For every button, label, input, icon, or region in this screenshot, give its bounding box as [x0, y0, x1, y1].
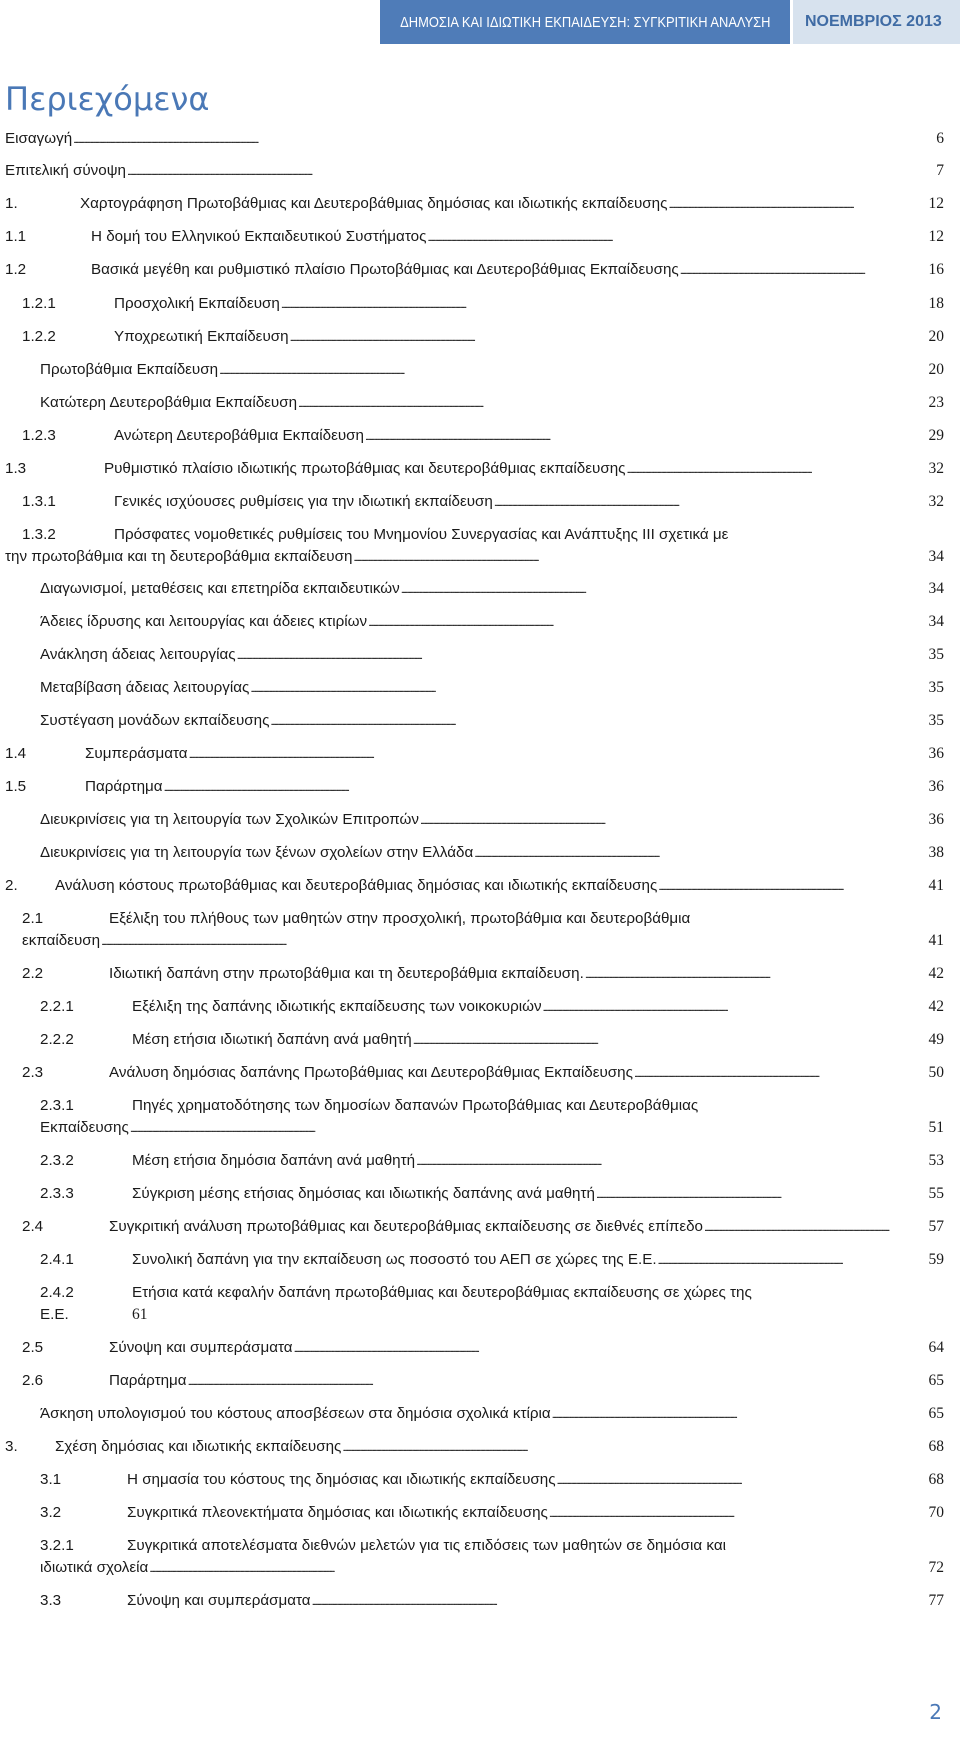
toc-entry-page: 12 — [928, 195, 944, 212]
toc-dot-leader — [189, 743, 928, 766]
toc-entry-title: Χαρτογράφηση Πρωτοβάθμιας και Δευτεροβάθμιας δημόσιας και ιδιωτικής εκπαίδευσης — [80, 195, 668, 212]
toc-entry-number: 3.1 — [40, 1471, 62, 1488]
toc-entry-title: Εισαγωγή — [5, 130, 73, 147]
toc-entry[interactable] — [40, 1249, 944, 1272]
toc-entry-title: Διευκρινίσεις για τη λειτουργία των Σχολικών Επιτροπών — [40, 811, 419, 828]
toc-entry-title: Πρωτοβάθμια Εκπαίδευση — [40, 361, 219, 378]
toc-entry-page: 23 — [928, 394, 944, 411]
toc-entry-page: 41 — [928, 932, 944, 949]
toc-dot-leader — [130, 1117, 928, 1140]
toc-entry-title: Παράρτημα — [85, 778, 163, 795]
toc-entry[interactable] — [40, 1183, 944, 1206]
toc-entry[interactable] — [5, 160, 944, 183]
toc-entry-title: Συγκριτική ανάλυση πρωτοβάθμιας και δευτεροβάθμιας εκπαίδευσης σε διεθνές επίπεδο — [109, 1218, 703, 1235]
toc-dot-leader — [543, 996, 928, 1019]
toc-entry-page: 35 — [928, 679, 944, 696]
toc-entry[interactable] — [22, 1337, 944, 1360]
toc-entry-number: 3. — [5, 1438, 18, 1455]
toc-dot-leader — [290, 326, 928, 349]
toc-entry-title: Σύνοψη και συμπεράσματα — [127, 1592, 311, 1609]
toc-entry-page: 34 — [928, 613, 944, 630]
toc-entry-page: 61 — [132, 1306, 148, 1323]
toc-entry-number: 2.4 — [22, 1218, 44, 1235]
toc-entry-page: 32 — [928, 460, 944, 477]
toc-dot-leader — [353, 546, 927, 569]
toc-dot-leader — [585, 963, 928, 986]
toc-entry-page: 72 — [928, 1559, 944, 1576]
toc-entry[interactable] — [5, 458, 944, 481]
toc-entry[interactable] — [40, 1502, 944, 1525]
toc-entry-page: 36 — [928, 778, 944, 795]
toc-entry-title: Σύνοψη και συμπεράσματα — [109, 1339, 293, 1356]
toc-entry-title: Ανάκληση άδειας λειτουργίας — [40, 646, 236, 663]
toc-dot-leader — [270, 710, 927, 733]
toc-entry-number: 1.2.1 — [22, 295, 56, 312]
toc-entry-number: 2.5 — [22, 1339, 44, 1356]
toc-entry-number: 2.2 — [22, 965, 44, 982]
toc-entry-page: 20 — [928, 361, 944, 378]
page-number: 2 — [929, 1700, 942, 1724]
toc-entry-title: Συστέγαση μονάδων εκπαίδευσης — [40, 712, 270, 729]
toc-entry[interactable] — [40, 1282, 944, 1325]
toc-dot-leader — [149, 1557, 927, 1580]
toc-entry[interactable] — [5, 776, 944, 799]
toc-entry-page: 38 — [928, 844, 944, 861]
toc-entry[interactable] — [22, 491, 944, 514]
toc-entry-title: Διευκρινίσεις για τη λειτουργία των ξένων σχολείων στην Ελλάδα — [40, 844, 474, 861]
toc-entry-title: Υποχρεωτική Εκπαίδευση — [114, 328, 289, 345]
toc-dot-leader — [549, 1502, 928, 1525]
toc-entry-number: 2.4.1 — [40, 1251, 74, 1268]
toc-entry-title: Παράρτημα — [109, 1372, 187, 1389]
toc-entry[interactable] — [40, 1590, 944, 1613]
toc-entry-number: 1.2 — [5, 261, 27, 278]
toc-dot-leader — [413, 1029, 928, 1052]
toc-entry-title: Ανώτερη Δευτεροβάθμια Εκπαίδευση — [114, 427, 364, 444]
toc-dot-leader — [164, 776, 928, 799]
toc-entry-page: 42 — [928, 998, 944, 1015]
toc-entry[interactable] — [22, 1216, 944, 1239]
toc-entry-page: 12 — [928, 228, 944, 245]
toc-entry[interactable] — [40, 809, 944, 832]
toc-entry-number: 2.3 — [22, 1064, 44, 1081]
toc-entry-number: 2.6 — [22, 1372, 44, 1389]
toc-entry-page: 36 — [928, 745, 944, 762]
toc-dot-leader — [294, 1337, 928, 1360]
toc-entry-title: Συνολική δαπάνη για την εκπαίδευση ως ποσοστό του ΑΕΠ σε χώρες της Ε.Ε. — [132, 1251, 657, 1268]
toc-dot-leader — [250, 677, 927, 700]
toc-entry-title: Η σημασία του κόστους της δημόσιας και ιδιωτικής εκπαίδευσης — [127, 1471, 556, 1488]
toc-entry-title: Γενικές ισχύουσες ρυθμίσεις για την ιδιωτική εκπαίδευση — [114, 493, 493, 510]
toc-entry-title: Ρυθμιστικό πλαίσιο ιδιωτικής πρωτοβάθμιας και δευτεροβάθμιας εκπαίδευσης — [104, 460, 626, 477]
toc-entry-page: 50 — [928, 1064, 944, 1081]
toc-entry[interactable] — [40, 644, 944, 667]
toc-entry[interactable] — [5, 226, 944, 249]
toc-entry[interactable] — [40, 392, 944, 415]
toc-entry-title: Σύγκριση μέσης ετήσιας δημόσιας και ιδιωτικής δαπάνης ανά μαθητή — [132, 1185, 595, 1202]
toc-dot-leader — [680, 259, 928, 282]
toc-dot-leader — [420, 809, 928, 832]
toc-entry-page: 55 — [928, 1185, 944, 1202]
toc-entry-number: 2.2.1 — [40, 998, 74, 1015]
toc-entry-title: Άδειες ίδρυσης και λειτουργίας και άδειες κτιρίων — [40, 613, 368, 630]
toc-dot-leader — [704, 1216, 928, 1239]
toc-entry-page: 16 — [928, 261, 944, 278]
toc-entry-page: 42 — [928, 965, 944, 982]
toc-entry[interactable] — [22, 963, 944, 986]
toc-entry-page: 6 — [936, 130, 944, 147]
toc-entry[interactable] — [40, 1469, 944, 1492]
toc-entry-page: 7 — [936, 162, 944, 179]
toc-dot-leader — [219, 359, 927, 382]
toc-entry-number: 2.1 — [22, 910, 44, 927]
toc-entry-title: Διαγωνισμοί, μεταθέσεις και επετηρίδα εκπαιδευτικών — [40, 580, 400, 597]
toc-entry[interactable] — [5, 128, 944, 151]
toc-entry[interactable] — [22, 293, 944, 316]
toc-entry-title: Η δομή του Ελληνικού Εκπαιδευτικού Συστήματος — [91, 228, 427, 245]
toc-entry[interactable] — [5, 259, 944, 282]
toc-entry-number: 2.2.2 — [40, 1031, 74, 1048]
toc-dot-leader — [552, 1403, 928, 1426]
toc-entry-title: εκπαίδευση — [22, 932, 101, 949]
header-date: ΝΟΕΜΒΡΙΟΣ 2013 — [793, 0, 960, 44]
toc-entry[interactable] — [40, 1150, 944, 1173]
toc-entry-title: Ιδιωτική δαπάνη στην πρωτοβάθμια και τη δευτεροβάθμια εκπαίδευση. — [109, 965, 584, 982]
toc-dot-leader — [312, 1590, 928, 1613]
toc-entry-title: Επιτελική σύνοψη — [5, 162, 126, 179]
toc-dot-leader — [237, 644, 928, 667]
toc-entry-title: Ανάλυση κόστους πρωτοβάθμιας και δευτεροβάθμιας δημόσιας και ιδιωτικής εκπαίδευσης — [55, 877, 658, 894]
toc-entry[interactable] — [40, 578, 944, 601]
toc-entry-page: 68 — [928, 1471, 944, 1488]
toc-dot-leader — [365, 425, 928, 448]
toc-entry-page: 18 — [928, 295, 944, 312]
toc-entry-title: Ανάλυση δημόσιας δαπάνης Πρωτοβάθμιας και Δευτεροβάθμιας Εκπαίδευσης — [109, 1064, 633, 1081]
toc-entry[interactable] — [40, 710, 944, 733]
toc-entry-title: Μέση ετήσια δημόσια δαπάνη ανά μαθητή — [132, 1152, 416, 1169]
toc-entry-title: Πηγές χρηματοδότησης των δημοσίων δαπανών Πρωτοβάθμιας και Δευτεροβάθμιας — [132, 1097, 699, 1114]
toc-entry-title: Συγκριτικά πλεονεκτήματα δημόσιας και ιδιωτικής εκπαίδευσης — [127, 1504, 548, 1521]
toc-entry[interactable] — [40, 1535, 944, 1580]
toc-entry-number: 2.3.1 — [40, 1097, 74, 1114]
toc-entry-title: Ετήσια κατά κεφαλήν δαπάνη πρωτοβάθμιας και δευτεροβάθμιας εκπαίδευσης σε χώρες της — [132, 1284, 752, 1301]
toc-entry-title: Συγκριτικά αποτελέσματα διεθνών μελετών για τις επιδόσεις των μαθητών σε δημόσια και — [127, 1537, 726, 1554]
toc-entry-page: 35 — [928, 712, 944, 729]
toc-entry-page: 51 — [928, 1119, 944, 1136]
toc-entry-number: 2. — [5, 877, 18, 894]
toc-entry[interactable] — [40, 677, 944, 700]
toc-entry-page: 70 — [928, 1504, 944, 1521]
toc-entry-title: Εκπαίδευσης — [40, 1119, 129, 1136]
toc-entry-title: ιδιωτικά σχολεία — [40, 1559, 149, 1576]
toc-entry-page: 35 — [928, 646, 944, 663]
toc-entry-title: Πρόσφατες νομοθετικές ρυθμίσεις του Μνημονίου Συνεργασίας και Ανάπτυξης ΙΙΙ σχετικά με — [114, 526, 729, 543]
toc-entry-number: 2.3.2 — [40, 1152, 74, 1169]
toc-dot-leader — [626, 458, 927, 481]
toc-entry-title: την πρωτοβάθμια και τη δευτεροβάθμια εκπαίδευση — [5, 548, 353, 565]
toc-entry-number: 3.3 — [40, 1592, 62, 1609]
toc-dot-leader — [427, 226, 927, 249]
toc-entry[interactable] — [5, 875, 944, 898]
toc-dot-leader — [101, 930, 927, 953]
toc-entry[interactable] — [5, 193, 944, 216]
toc-dot-leader — [73, 128, 935, 151]
toc-entry[interactable] — [40, 1403, 944, 1426]
toc-entry-title: Σχέση δημόσιας και ιδιωτικής εκπαίδευσης — [55, 1438, 342, 1455]
toc-entry-page: 65 — [928, 1405, 944, 1422]
toc-entry[interactable] — [40, 842, 944, 865]
toc-entry-page: 64 — [928, 1339, 944, 1356]
toc-entry-number: 1.2.2 — [22, 328, 56, 345]
toc-entry-number: 3.2.1 — [40, 1537, 74, 1554]
toc-dot-leader — [668, 193, 927, 216]
toc-entry[interactable] — [22, 425, 944, 448]
toc-entry-number: 1.1 — [5, 228, 27, 245]
toc-entry[interactable] — [22, 326, 944, 349]
toc-entry-page: 57 — [928, 1218, 944, 1235]
toc-dot-leader — [342, 1436, 927, 1459]
toc-title: Περιεχόμενα — [5, 80, 210, 118]
toc-entry[interactable] — [5, 1436, 944, 1459]
toc-entry-number: 1.2.3 — [22, 427, 56, 444]
toc-entry[interactable] — [5, 524, 944, 569]
toc-dot-leader — [658, 1249, 928, 1272]
toc-dot-leader — [298, 392, 927, 415]
toc-entry-page: 49 — [928, 1031, 944, 1048]
toc-dot-leader — [557, 1469, 928, 1492]
toc-entry[interactable] — [40, 996, 944, 1019]
toc-dot-leader — [281, 293, 928, 316]
toc-dot-leader — [596, 1183, 928, 1206]
toc-dot-leader — [188, 1370, 928, 1393]
toc-entry[interactable] — [40, 1029, 944, 1052]
toc-entry[interactable] — [5, 743, 944, 766]
toc-dot-leader — [634, 1062, 928, 1085]
toc-entry[interactable] — [22, 1062, 944, 1085]
toc-entry[interactable] — [22, 1370, 944, 1393]
toc-entry-title: Βασικά μεγέθη και ρυθμιστικό πλαίσιο Πρωτοβάθμιας και Δευτεροβάθμιας Εκπαίδευσης — [91, 261, 679, 278]
toc-entry-number: 3.2 — [40, 1504, 62, 1521]
toc-entry-title: Κατώτερη Δευτεροβάθμια Εκπαίδευση — [40, 394, 298, 411]
toc-entry-number: 2.4.2 — [40, 1284, 74, 1301]
toc-entry-title: Προσχολική Εκπαίδευση — [114, 295, 280, 312]
toc-entry-title: Μεταβίβαση άδειας λειτουργίας — [40, 679, 250, 696]
toc-entry-page: 36 — [928, 811, 944, 828]
toc-entry-title: Μέση ετήσια ιδιωτική δαπάνη ανά μαθητή — [132, 1031, 412, 1048]
toc-dot-leader — [368, 611, 927, 634]
toc-entry-number: 1.3.1 — [22, 493, 56, 510]
toc-entry-number: 1.4 — [5, 745, 27, 762]
toc-entry-page: 68 — [928, 1438, 944, 1455]
toc-entry-page: 32 — [928, 493, 944, 510]
toc-dot-leader — [401, 578, 928, 601]
toc-entry-title: Εξέλιξη του πλήθους των μαθητών στην προσχολική, πρωτοβάθμια και δευτεροβάθμια — [109, 910, 691, 927]
toc-entry-number: 1. — [5, 195, 18, 212]
toc-entry-number: 1.3.2 — [22, 526, 56, 543]
toc-entry-number: 2.3.3 — [40, 1185, 74, 1202]
toc-entry-page: 20 — [928, 328, 944, 345]
toc-entry-page: 41 — [928, 877, 944, 894]
toc-dot-leader — [127, 160, 935, 183]
toc-entry-page: 59 — [928, 1251, 944, 1268]
toc-entry-number: Ε.Ε. — [40, 1306, 69, 1323]
toc-entry-page: 77 — [928, 1592, 944, 1609]
toc-entry[interactable] — [40, 611, 944, 634]
toc-dot-leader — [494, 491, 928, 514]
toc-entry[interactable] — [40, 359, 944, 382]
toc-dot-leader — [474, 842, 927, 865]
toc-entry-page: 34 — [928, 580, 944, 597]
toc-entry[interactable] — [22, 908, 944, 953]
header-document-title-text: ΔΗΜΟΣΙΑ ΚΑΙ ΙΔΙΩΤΙΚΗ ΕΚΠΑΙΔΕΥΣΗ: ΣΥΓΚΡΙΤΙΚΗ ΑΝΑΛΥΣΗ — [399, 13, 771, 31]
toc-entry-page: 65 — [928, 1372, 944, 1389]
toc-entry-title: Εξέλιξη της δαπάνης ιδιωτικής εκπαίδευσης των νοικοκυριών — [132, 998, 542, 1015]
toc-entry[interactable] — [40, 1095, 944, 1140]
toc-entry-number: 1.5 — [5, 778, 27, 795]
toc-entry-title: Συμπεράσματα — [85, 745, 188, 762]
toc-entry-page: 53 — [928, 1152, 944, 1169]
header-document-title — [380, 0, 790, 44]
toc-dot-leader — [416, 1150, 927, 1173]
toc-entry-page: 34 — [928, 548, 944, 565]
toc-dot-leader — [658, 875, 927, 898]
toc-entry-title: Άσκηση υπολογισμού του κόστους αποσβέσεων στα δημόσια σχολικά κτίρια — [40, 1405, 551, 1422]
toc-entry-page: 29 — [928, 427, 944, 444]
toc-entry-number: 1.3 — [5, 460, 27, 477]
